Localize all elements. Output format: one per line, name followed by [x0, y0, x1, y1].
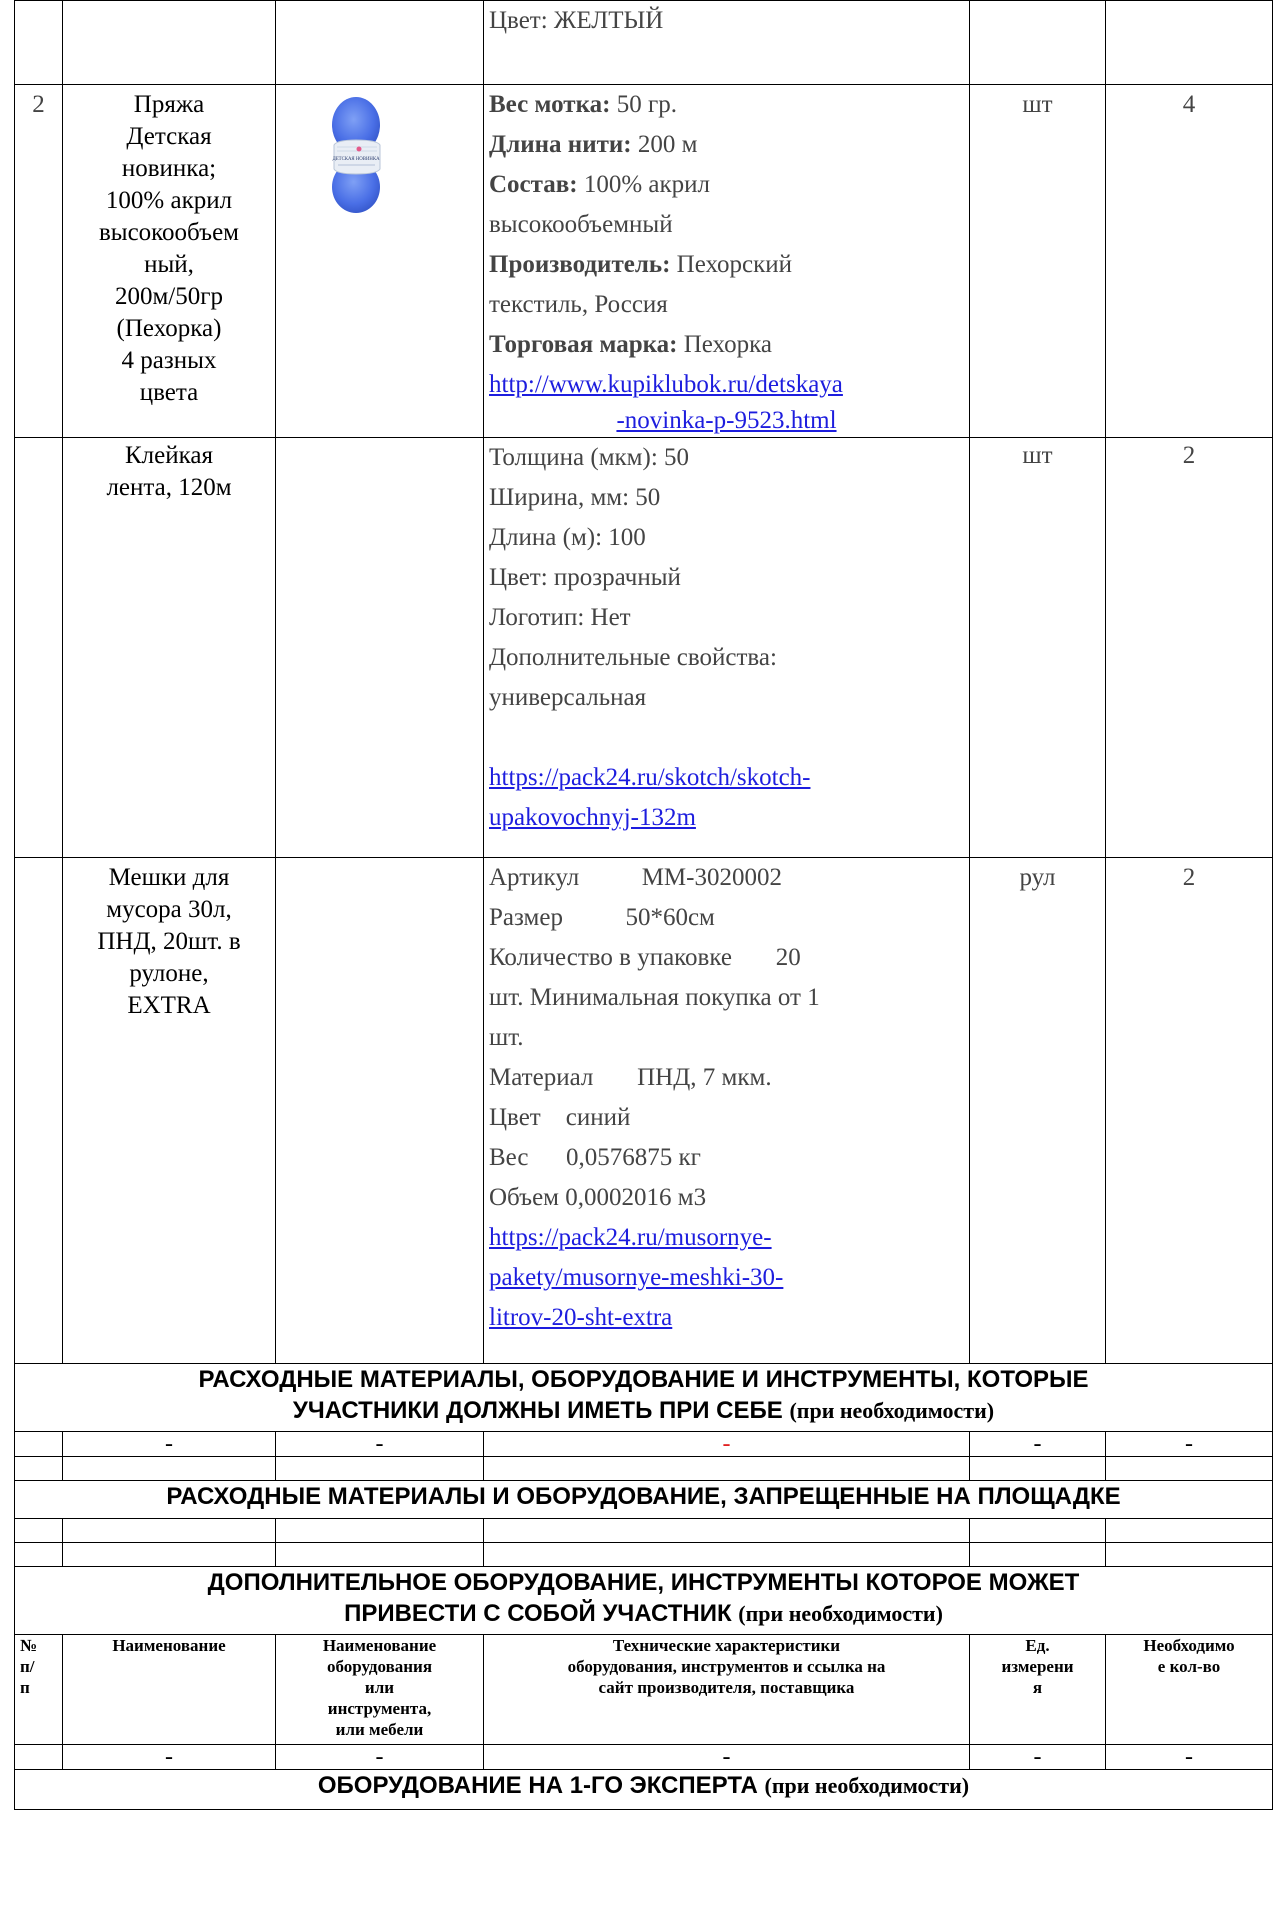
table-row	[15, 438, 1273, 858]
spec-line: Объем 0,0002016 м3	[489, 1184, 707, 1211]
row-number: 2	[15, 85, 63, 438]
spec-line: Дополнительные свойства:	[489, 644, 777, 671]
col-header-num: № п/ п	[15, 1635, 63, 1745]
spec-line: Размер 50*60см	[489, 904, 715, 931]
empty-value: -	[1106, 1432, 1273, 1457]
item-name-cell	[63, 438, 276, 858]
section-title: РАСХОДНЫЕ МАТЕРИАЛЫ И ОБОРУДОВАНИЕ, ЗАПРЕЩЕННЫЕ НА ПЛОЩАДКЕ	[15, 1481, 1273, 1519]
item-name-line: ный,	[144, 251, 194, 278]
item-name-line: новинка;	[121, 155, 217, 182]
empty-value: -	[1106, 1745, 1273, 1770]
qty-cell: 2	[1106, 858, 1273, 1364]
item-name-line: 200м/50гр	[114, 283, 224, 310]
spec-line: Вес мотка: 50 гр.	[489, 91, 677, 118]
item-image-cell	[276, 85, 484, 438]
section-header-row	[15, 1481, 1273, 1519]
equipment-table	[14, 0, 1273, 1810]
section-title: ОБОРУДОВАНИЕ НА 1-ГО ЭКСПЕРТА (при необходимости)	[15, 1770, 1273, 1810]
item-name-line: цвета	[139, 379, 199, 406]
supplier-link[interactable]: -novinka-p-9523.html	[616, 407, 837, 434]
table-row	[15, 1519, 1273, 1543]
spec-line: текстиль, Россия	[489, 291, 668, 318]
empty-value: -	[970, 1432, 1106, 1457]
item-name-line: Пряжа	[133, 91, 205, 118]
spec-cell	[484, 858, 970, 1364]
spec-line: универсальная	[489, 684, 647, 711]
spec-line: Вес 0,0576875 кг	[489, 1144, 701, 1171]
table-row	[15, 1543, 1273, 1567]
spec-line: Длина (м): 100	[489, 524, 646, 551]
item-name-cell	[63, 85, 276, 438]
empty-value: -	[63, 1745, 276, 1770]
spec-line: Ширина, мм: 50	[489, 484, 661, 511]
unit-cell: шт	[970, 85, 1106, 438]
column-header-row	[15, 1635, 1273, 1745]
empty-value: -	[276, 1432, 484, 1457]
item-name-line: лента, 120м	[106, 474, 232, 501]
col-header-equipment: Наименование оборудования или инструмента, или мебели	[276, 1635, 484, 1745]
spec-line: Количество в упаковке 20	[489, 944, 801, 971]
spec-line: шт. Минимальная покупка от 1	[489, 984, 820, 1011]
section-title: РАСХОДНЫЕ МАТЕРИАЛЫ, ОБОРУДОВАНИЕ И ИНСТРУМЕНТЫ, КОТОРЫЕ УЧАСТНИКИ ДОЛЖНЫ ИМЕТЬ ПРИ СЕБЕ (при необходимости)	[15, 1364, 1273, 1432]
spec-cell	[484, 1, 970, 85]
table-row	[15, 1, 1273, 85]
section-header-row	[15, 1364, 1273, 1432]
spec-line: Состав: 100% акрил	[489, 171, 710, 198]
empty-value: -	[970, 1745, 1106, 1770]
spec-line: Логотип: Нет	[489, 604, 631, 631]
col-header-name: Наименование	[63, 1635, 276, 1745]
spec-line: Цвет синий	[489, 1104, 631, 1131]
spec-line: шт.	[489, 1024, 524, 1051]
item-name-line: Мешки для	[108, 864, 230, 891]
item-name-line: рулоне,	[129, 960, 209, 987]
item-name-line: 4 разных	[121, 347, 217, 374]
yarn-label-text: ДЕТСКАЯ НОВИНКА	[332, 157, 380, 162]
spec-line: Торговая марка: Пехорка	[489, 331, 772, 358]
section-header-row	[15, 1770, 1273, 1810]
empty-value: -	[276, 1745, 484, 1770]
empty-value: -	[63, 1432, 276, 1457]
section-header-row	[15, 1567, 1273, 1635]
col-header-qty: Необходимо е кол-во	[1106, 1635, 1273, 1745]
table-row	[15, 85, 1273, 438]
qty-cell: 4	[1106, 85, 1273, 438]
item-name-line: ПНД, 20шт. в	[97, 928, 241, 955]
supplier-link[interactable]: https://pack24.ru/musornye-	[489, 1224, 772, 1251]
table-row	[15, 858, 1273, 1364]
table-row	[15, 1457, 1273, 1481]
spec-line: Толщина (мкм): 50	[489, 444, 690, 471]
supplier-link[interactable]: pakety/musornye-meshki-30-	[489, 1264, 784, 1291]
spec-line: высокообъемный	[489, 211, 673, 238]
spec-line: Материал ПНД, 7 мкм.	[489, 1064, 772, 1091]
item-name-cell	[63, 858, 276, 1364]
item-name-line: 100% акрил	[105, 187, 233, 214]
unit-cell: рул	[970, 858, 1106, 1364]
spec-cell	[484, 438, 970, 858]
supplier-link[interactable]: upakovochnyj-132m	[489, 804, 696, 831]
table-row	[15, 1432, 1273, 1457]
item-name-line: Детская	[126, 123, 212, 150]
item-name-line: мусора 30л,	[106, 896, 232, 923]
item-name-line: (Пехорка)	[116, 315, 222, 342]
yarn-skein-image	[281, 85, 477, 235]
empty-value: -	[484, 1745, 970, 1770]
spec-line: Производитель: Пехорский	[489, 251, 793, 278]
table-row	[15, 1745, 1273, 1770]
spec-line: Артикул ММ-3020002	[489, 864, 782, 891]
section-title: ДОПОЛНИТЕЛЬНОЕ ОБОРУДОВАНИЕ, ИНСТРУМЕНТЫ КОТОРОЕ МОЖЕТ ПРИВЕСТИ С СОБОЙ УЧАСТНИК (при необходимости)	[15, 1567, 1273, 1635]
spec-line: Цвет: прозрачный	[489, 564, 681, 591]
spec-line: Цвет: ЖЕЛТЫЙ	[489, 7, 664, 34]
supplier-link[interactable]: litrov-20-sht-extra	[489, 1304, 673, 1331]
spec-line: Длина нити: 200 м	[489, 131, 698, 158]
supplier-link[interactable]: https://pack24.ru/skotch/skotch-	[489, 764, 811, 791]
col-header-unit: Ед. измерени я	[970, 1635, 1106, 1745]
item-name-line: высокообъем	[98, 219, 239, 246]
item-name-line: EXTRA	[127, 992, 211, 1019]
col-header-tech: Технические характеристики оборудования, инструментов и ссылка на сайт производителя, поставщика	[484, 1635, 970, 1745]
spec-cell	[484, 85, 970, 438]
qty-cell: 2	[1106, 438, 1273, 858]
item-name-line: Клейкая	[125, 442, 213, 469]
empty-value: -	[484, 1432, 970, 1457]
unit-cell: шт	[970, 438, 1106, 858]
supplier-link[interactable]: http://www.kupiklubok.ru/detskaya	[489, 371, 843, 398]
